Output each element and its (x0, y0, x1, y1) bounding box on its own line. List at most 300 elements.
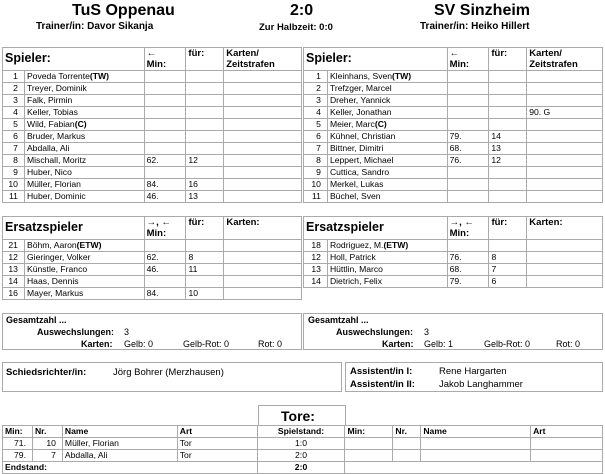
away-totals-box (303, 313, 603, 350)
player-cards-cell (527, 191, 603, 203)
away-for-header: für: (489, 48, 527, 71)
goal-player-name: Müller, Florian (62, 438, 177, 450)
home-subs-count-label: Auswechslungen: (37, 327, 115, 337)
player-cards-cell (527, 131, 603, 143)
player-sub-for: 11 (188, 264, 198, 274)
away-cards-label: Karten: (382, 339, 414, 349)
player-cards-cell (224, 95, 302, 107)
player-cards-cell (527, 143, 603, 155)
player-name: Hüttlin, Marco (329, 264, 383, 274)
goal-score-header: Spielstand: (257, 426, 345, 438)
player-cards-cell (224, 288, 302, 300)
player-sub-minute: 68. (449, 143, 462, 153)
player-number: 9 (13, 167, 18, 177)
player-name-cell (327, 179, 447, 191)
player-cards-cell (527, 155, 603, 167)
player-cards-cell (224, 155, 302, 167)
player-sub-minute-cell (447, 83, 489, 95)
player-number-cell (304, 264, 328, 276)
player-name: Wild, Fabian (26, 119, 75, 129)
player-name: Treyer, Dominik (26, 83, 87, 93)
player-cards-cell (224, 240, 302, 252)
player-row (304, 131, 603, 143)
player-number-cell (3, 95, 25, 107)
player-number-cell (3, 143, 25, 155)
home-red: Rot: 0 (258, 339, 283, 349)
assistant1-name: Rene Hargarten (439, 366, 507, 377)
player-name: Keller, Jonathan (329, 107, 392, 117)
player-role-tag: (C) (374, 119, 387, 129)
player-cards-cell (527, 264, 603, 276)
player-row (304, 83, 603, 95)
player-cards-cell (527, 276, 603, 288)
goal-type-header: Art (177, 426, 257, 438)
player-row (3, 191, 302, 203)
player-sub-for: 12 (491, 155, 501, 165)
player-row (3, 240, 302, 252)
player-sub-minute-cell (144, 131, 186, 143)
player-number-cell (304, 131, 328, 143)
player-cards-cell (527, 240, 603, 252)
player-number: 3 (316, 95, 321, 105)
player-name: Falk, Pirmin (26, 95, 73, 105)
player-name: Trefzger, Marcel (329, 83, 392, 93)
player-row (3, 264, 302, 276)
player-number-cell (304, 143, 328, 155)
player-cards-cell (224, 107, 302, 119)
player-sub-for-cell (489, 83, 527, 95)
player-cards-cell (527, 167, 603, 179)
player-number: 11 (9, 191, 18, 201)
player-sub-for-cell (489, 119, 527, 131)
away-goal-empty-cell (345, 438, 393, 450)
player-name-cell (24, 95, 144, 107)
final-score-label: Endstand: (3, 462, 258, 474)
player-number-cell (3, 71, 25, 83)
player-cards-cell (527, 119, 603, 131)
home-subs-min-header: →, ← Min: (144, 217, 186, 240)
player-sub-minute-cell (144, 191, 186, 203)
player-cards-cell (527, 107, 603, 119)
player-sub-for-cell (186, 83, 224, 95)
player-number-cell (3, 179, 25, 191)
referee-label: Schiedsrichter/in: (6, 367, 87, 378)
player-sub-minute: 79. (449, 276, 462, 286)
player-name-cell (327, 107, 447, 119)
match-score: 2:0 (290, 2, 314, 19)
away-team-name: SV Sinzheim (434, 2, 531, 19)
goals-title: Tore: (281, 408, 315, 424)
player-name-cell (24, 179, 144, 191)
assistants-box (345, 362, 603, 392)
player-sub-minute-cell (447, 167, 489, 179)
final-score-value: 2:0 (257, 462, 345, 474)
goals-title-box (258, 405, 346, 425)
player-number: 21 (8, 240, 18, 250)
player-sub-for: 16 (188, 179, 198, 189)
goal-row (3, 450, 603, 462)
player-number-cell (3, 107, 25, 119)
home-yellow-red: Gelb-Rot: 0 (183, 339, 230, 349)
goals-table (2, 425, 603, 474)
player-name-cell (327, 252, 447, 264)
player-number: 5 (316, 119, 321, 129)
player-number-cell (304, 191, 328, 203)
player-row (304, 276, 603, 288)
player-name-cell (327, 155, 447, 167)
player-row (304, 119, 603, 131)
player-row (3, 252, 302, 264)
player-sub-minute-cell (144, 179, 186, 191)
player-number: 2 (13, 83, 18, 93)
home-for-header: für: (186, 48, 224, 71)
player-row (3, 179, 302, 191)
player-name: Bruder, Markus (26, 131, 86, 141)
player-cards-cell (224, 131, 302, 143)
player-row (304, 264, 603, 276)
player-sub-minute: 46. (146, 264, 159, 274)
player-number: 7 (13, 143, 18, 153)
halftime-score: Zur Halbzeit: 0:0 (259, 22, 333, 33)
player-sub-for-cell (489, 252, 527, 264)
home-total-label: Gesamtzahl ... (6, 315, 67, 325)
player-sub-minute: 76. (449, 155, 462, 165)
goal-min-header: Min: (3, 426, 33, 438)
player-sub-for-cell (186, 179, 224, 191)
player-name: Bittner, Dimitri (329, 143, 384, 153)
player-number: 1 (13, 71, 18, 81)
player-number-cell (3, 288, 25, 300)
player-number-cell (3, 252, 25, 264)
player-sub-for: 6 (491, 276, 497, 286)
player-number: 8 (316, 155, 321, 165)
player-sub-minute-cell (144, 143, 186, 155)
player-cards-cell (527, 252, 603, 264)
player-number-cell (304, 252, 328, 264)
player-sub-minute-cell (144, 240, 186, 252)
player-row (304, 107, 603, 119)
away-goal-empty-cell (531, 450, 603, 462)
goal-minute: 71. (3, 438, 33, 450)
player-number: 7 (316, 143, 321, 153)
player-name: Abdalla, Ali (26, 143, 70, 153)
player-sub-minute-cell (144, 119, 186, 131)
player-sub-minute-cell (144, 288, 186, 300)
player-number-cell (304, 119, 328, 131)
player-name-cell (24, 288, 144, 300)
player-number: 12 (8, 252, 18, 262)
home-totals-box (2, 313, 302, 350)
player-number-cell (304, 179, 328, 191)
player-cards-cell (224, 167, 302, 179)
player-number-cell (3, 83, 25, 95)
away-cards-header: Karten/ Zeitstrafen (527, 48, 603, 71)
player-number: 9 (316, 167, 321, 177)
goal-score: 2:0 (257, 450, 345, 462)
player-name: Huber, Nico (26, 167, 72, 177)
player-sub-for-cell (186, 131, 224, 143)
player-cards-cell (224, 179, 302, 191)
player-name-cell (24, 240, 144, 252)
player-number-cell (304, 167, 328, 179)
away-goal-empty-cell (393, 450, 421, 462)
home-subs-cards-header: Karten: (224, 217, 302, 240)
player-cards-cell (224, 143, 302, 155)
player-number: 16 (8, 288, 18, 298)
player-name: Gieringer, Volker (26, 252, 91, 262)
player-row (304, 143, 603, 155)
player-cards-cell (224, 71, 302, 83)
player-sub-minute: 76. (449, 252, 462, 262)
player-name: Haas, Dennis (26, 276, 79, 286)
home-subs-count: 3 (124, 327, 130, 337)
player-sub-minute: 62. (146, 252, 159, 262)
away-goal-empty-cell (421, 438, 531, 450)
player-number-cell (3, 240, 25, 252)
away-players-table (303, 47, 603, 203)
player-number: 14 (311, 276, 321, 286)
player-sub-minute-cell (144, 155, 186, 167)
player-name-cell (24, 83, 144, 95)
player-sub-minute: 62. (146, 155, 159, 165)
player-cards-cell (527, 71, 603, 83)
player-name-cell (327, 167, 447, 179)
away-goal-empty-cell (531, 438, 603, 450)
player-sub-for-cell (489, 276, 527, 288)
player-sub-minute-cell (144, 264, 186, 276)
player-sub-minute-cell (144, 95, 186, 107)
player-cards: 90. G (529, 107, 551, 117)
player-name-cell (24, 264, 144, 276)
away-goal-name-header: Name (421, 426, 531, 438)
player-name: Künstle, Franco (26, 264, 88, 274)
player-row (304, 179, 603, 191)
player-sub-for: 7 (491, 264, 497, 274)
player-sub-for: 8 (188, 252, 194, 262)
player-name-cell (24, 252, 144, 264)
player-number-cell (3, 276, 25, 288)
player-number: 10 (311, 179, 321, 189)
player-number: 6 (316, 131, 321, 141)
player-sub-minute-cell (447, 71, 489, 83)
player-number: 13 (311, 264, 321, 274)
player-sub-minute: 84. (146, 179, 159, 189)
goal-score: 1:0 (257, 438, 345, 450)
player-sub-minute-cell (144, 71, 186, 83)
player-number: 18 (311, 240, 321, 250)
home-yellow: Gelb: 0 (124, 339, 154, 349)
player-sub-for-cell (186, 288, 224, 300)
player-number-cell (3, 131, 25, 143)
player-cards-cell (224, 83, 302, 95)
away-subs-count: 3 (424, 327, 430, 337)
player-sub-for-cell (489, 131, 527, 143)
player-number-cell (304, 107, 328, 119)
player-sub-minute-cell (144, 167, 186, 179)
player-sub-minute-cell (447, 179, 489, 191)
player-sub-for-cell (489, 143, 527, 155)
away-subs-for-header: für: (489, 217, 527, 240)
player-number: 14 (8, 276, 18, 286)
player-name-cell (327, 83, 447, 95)
player-name: Huber, Dominic (26, 191, 86, 201)
player-number: 11 (312, 191, 321, 201)
player-name-cell (24, 71, 144, 83)
player-cards-cell (224, 119, 302, 131)
player-number: 5 (13, 119, 18, 129)
referee-box (2, 362, 342, 392)
player-name-cell (24, 155, 144, 167)
home-cards-header: Karten/ Zeitstrafen (224, 48, 302, 71)
away-subs-cards-header: Karten: (527, 217, 603, 240)
player-name: Mischall, Moritz (26, 155, 87, 165)
away-subs-count-label: Auswechslungen: (336, 327, 414, 337)
player-sub-for: 13 (491, 143, 501, 153)
away-goal-nr-header: Nr. (393, 426, 421, 438)
player-row (304, 155, 603, 167)
player-row (3, 276, 302, 288)
player-number: 10 (8, 179, 18, 189)
away-red: Rot: 0 (556, 339, 581, 349)
player-name-cell (327, 143, 447, 155)
player-number: 4 (13, 107, 18, 117)
player-role-tag: (C) (74, 119, 87, 129)
home-players-title: Spieler: (5, 51, 51, 65)
player-number-cell (3, 167, 25, 179)
player-sub-minute-cell (447, 107, 489, 119)
player-number: 6 (13, 131, 18, 141)
player-number-cell (304, 95, 328, 107)
home-players-table (2, 47, 302, 203)
player-row (3, 119, 302, 131)
player-cards-cell (527, 179, 603, 191)
away-goal-min-header: Min: (345, 426, 393, 438)
player-cards-cell (224, 264, 302, 276)
player-name-cell (327, 131, 447, 143)
player-sub-minute-cell (447, 119, 489, 131)
player-row (3, 167, 302, 179)
player-name-cell (327, 71, 447, 83)
player-sub-minute-cell (447, 240, 489, 252)
home-min-header: ← Min: (144, 48, 186, 71)
player-name-cell (24, 119, 144, 131)
player-sub-minute: 79. (449, 131, 462, 141)
player-sub-minute-cell (447, 264, 489, 276)
goal-type: Tor (177, 438, 257, 450)
away-players-title: Spieler: (306, 51, 352, 65)
player-sub-for: 12 (188, 155, 198, 165)
player-row (3, 107, 302, 119)
assistant1-label: Assistent/in I: (350, 366, 413, 377)
player-row (304, 191, 603, 203)
player-row (3, 155, 302, 167)
player-name-cell (24, 143, 144, 155)
player-name-cell (327, 240, 447, 252)
player-sub-minute-cell (447, 252, 489, 264)
player-role-tag: (ETW) (76, 240, 102, 250)
player-row (304, 240, 603, 252)
player-cards-cell (224, 191, 302, 203)
player-sub-minute: 84. (146, 288, 159, 298)
player-sub-for-cell (489, 71, 527, 83)
player-name: Merkel, Lukas (329, 179, 384, 189)
player-sub-minute-cell (144, 252, 186, 264)
player-name: Müller, Florian (26, 179, 81, 189)
goal-player-number: 10 (32, 438, 62, 450)
player-name: Meier, Marc (329, 119, 375, 129)
away-goal-empty-cell (421, 450, 531, 462)
away-subs-title: Ersatzspieler (306, 220, 384, 234)
player-sub-minute-cell (447, 95, 489, 107)
goal-player-number: 7 (32, 450, 62, 462)
player-sub-for-cell (186, 240, 224, 252)
away-yellow: Gelb: 1 (424, 339, 454, 349)
player-sub-minute-cell (144, 276, 186, 288)
player-number-cell (304, 155, 328, 167)
player-number-cell (3, 155, 25, 167)
home-team-name: TuS Oppenau (72, 2, 175, 19)
player-name: Keller, Tobias (26, 107, 78, 117)
player-sub-for-cell (489, 107, 527, 119)
player-row (3, 95, 302, 107)
assistant2-label: Assistent/in II: (350, 379, 415, 390)
away-min-header: ← Min: (447, 48, 489, 71)
player-name: Rodriguez, M. (329, 240, 384, 250)
player-name: Kleinhans, Sven (329, 71, 393, 81)
player-sub-for: 14 (491, 131, 501, 141)
player-number: 13 (8, 264, 18, 274)
player-sub-minute-cell (447, 191, 489, 203)
player-name: Cuttica, Sandro (329, 167, 390, 177)
player-number: 8 (13, 155, 18, 165)
player-number: 3 (13, 95, 18, 105)
home-subs-title: Ersatzspieler (5, 220, 83, 234)
player-name-cell (327, 264, 447, 276)
player-row (3, 83, 302, 95)
player-sub-for-cell (186, 119, 224, 131)
player-name: Kühnel, Christian (329, 131, 396, 141)
player-cards-cell (224, 252, 302, 264)
player-cards-cell (527, 83, 603, 95)
player-number-cell (3, 119, 25, 131)
goal-name-header: Name (62, 426, 177, 438)
goal-nr-header: Nr. (32, 426, 62, 438)
player-sub-for-cell (186, 95, 224, 107)
player-name-cell (327, 276, 447, 288)
player-name-cell (24, 107, 144, 119)
player-sub-for-cell (489, 95, 527, 107)
away-goal-type-header: Art (531, 426, 603, 438)
player-sub-minute: 68. (449, 264, 462, 274)
player-number: 4 (316, 107, 321, 117)
player-sub-for-cell (186, 107, 224, 119)
player-sub-for: 8 (491, 252, 497, 262)
player-name: Leppert, Michael (329, 155, 394, 165)
player-name: Böhm, Aaron (26, 240, 77, 250)
player-row (3, 143, 302, 155)
player-name-cell (24, 191, 144, 203)
player-row (304, 252, 603, 264)
player-row (304, 71, 603, 83)
player-name-cell (327, 191, 447, 203)
goal-type: Tor (177, 450, 257, 462)
player-name: Poveda Torrente (26, 71, 90, 81)
player-cards-cell (224, 276, 302, 288)
player-sub-for-cell (186, 252, 224, 264)
player-row (304, 167, 603, 179)
player-sub-for-cell (186, 276, 224, 288)
player-sub-for-cell (186, 264, 224, 276)
